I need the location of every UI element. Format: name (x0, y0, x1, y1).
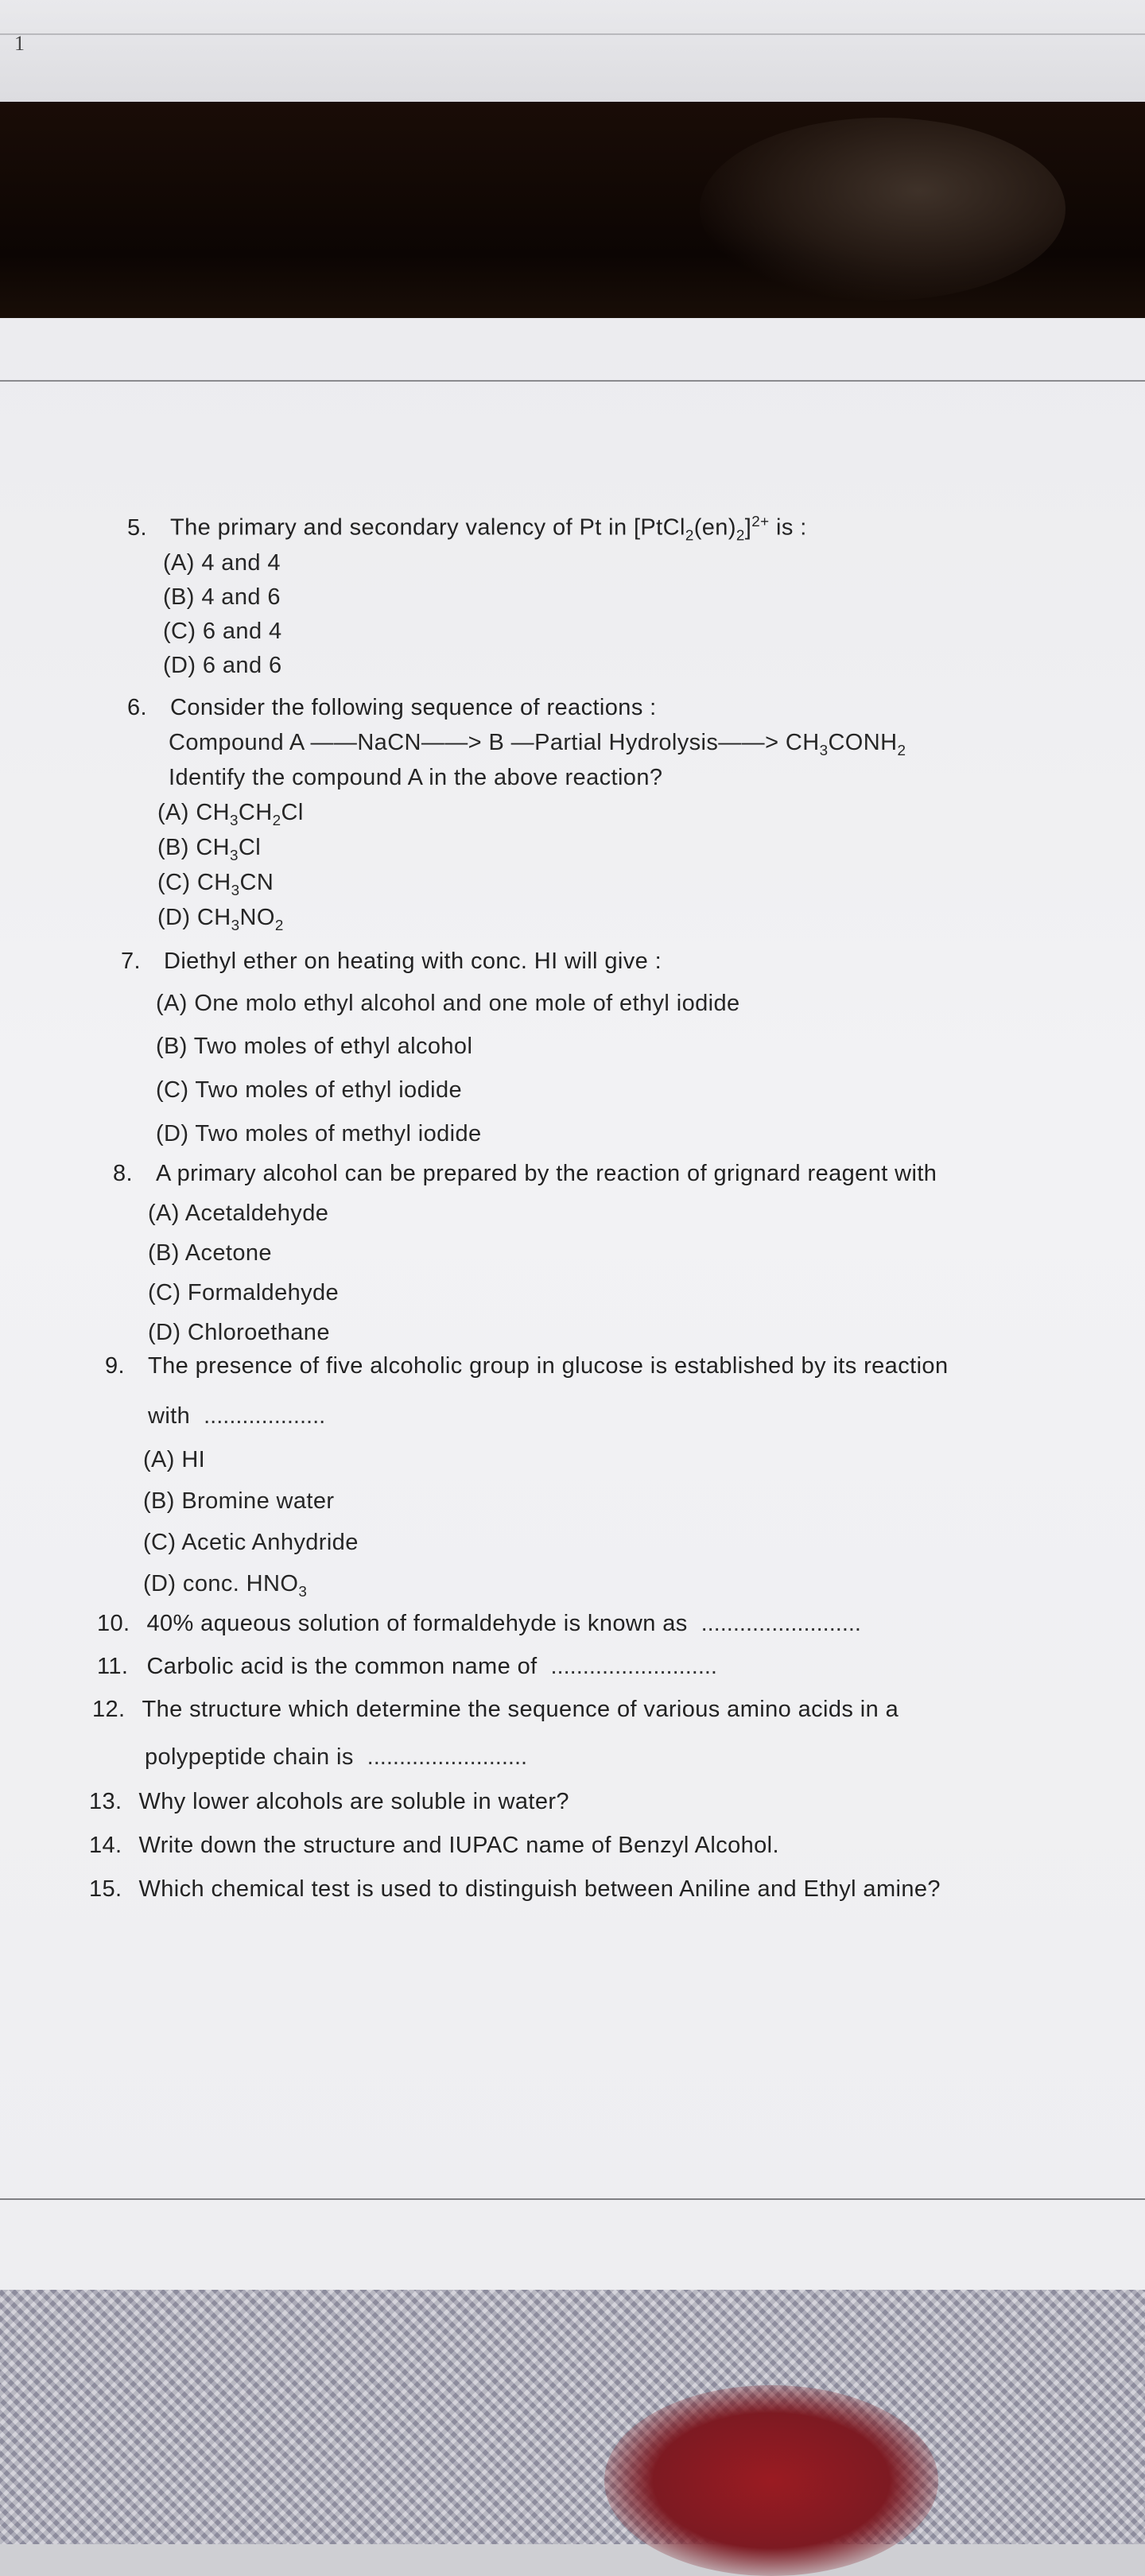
question-9: 9. The presence of five alcoholic group in glucose is established by its reaction (105, 1353, 949, 1379)
cloth-fold (700, 118, 1065, 301)
question-6: 6. Consider the following sequence of reactions : (127, 695, 657, 720)
q9-option-a: (A) HI (143, 1447, 206, 1472)
q7-option-b: (B) Two moles of ethyl alcohol (156, 1034, 473, 1059)
red-fabric-patch (604, 2385, 938, 2576)
dark-background-band (0, 102, 1145, 320)
q7-option-c: (C) Two moles of ethyl iodide (156, 1077, 463, 1103)
question-10: 10. 40% aqueous solution of formaldehyde is known as ......................... (97, 1611, 861, 1636)
question-list (0, 318, 1145, 2226)
q5-option-c: (C) 6 and 4 (163, 619, 282, 644)
q9-option-c: (C) Acetic Anhydride (143, 1530, 359, 1555)
previous-sheet-edge (0, 0, 1145, 103)
q6-option-b: (B) $CH_3Cl$ (157, 835, 262, 863)
sheet-mark: 1 (14, 32, 25, 55)
question-12: 12. The structure which determine the sequence of various amino acids in a (92, 1697, 899, 1722)
fabric-background (0, 2290, 1145, 2544)
q5-option-d: (D) 6 and 6 (163, 653, 282, 678)
exam-paper-page (0, 318, 1145, 2290)
q8-option-c: (C) Formaldehyde (148, 1280, 340, 1305)
q9-option-b: (B) Bromine water (143, 1488, 335, 1514)
question-11: 11. Carbolic acid is the common name of .......................... (97, 1654, 717, 1679)
q7-option-a: (A) One molo ethyl alcohol and one mole of ethyl iodide (156, 991, 740, 1016)
q9-option-d: (D) conc. $HNO_3$ (143, 1571, 308, 1600)
question-5: 5. The primary and secondary valency of Pt in $[PtCl_2(en)_2]^{2+}$ is : (127, 513, 807, 544)
q6-prompt: Identify the compound A in the above reaction? (169, 765, 663, 790)
question-7: 7. Diethyl ether on heating with conc. HI will give : (121, 949, 662, 974)
question-14: 14. Write down the structure and IUPAC name of Benzyl Alcohol. (89, 1833, 779, 1858)
question-13: 13. Why lower alcohols are soluble in water? (89, 1789, 569, 1814)
q6-option-d: (D) $CH_3NO_2$ (157, 905, 284, 933)
bottom-border-line (0, 2198, 1145, 2200)
sheet-rule (0, 33, 1145, 35)
q8-option-b: (B) Acetone (148, 1240, 272, 1266)
q6-option-c: (C) $CH_3CN$ (157, 870, 274, 898)
q9-continuation: with ................... (148, 1403, 326, 1429)
q6-reaction: Compound A ——NaCN——> B —Partial Hydrolysis——> $CH_3CONH_2$ (169, 730, 906, 758)
q8-option-a: (A) Acetaldehyde (148, 1201, 329, 1226)
q5-option-b: (B) 4 and 6 (163, 584, 281, 610)
q12-continuation: polypeptide chain is ......................... (145, 1744, 528, 1770)
q8-option-d: (D) Chloroethane (148, 1320, 330, 1345)
q5-option-a: (A) 4 and 4 (163, 550, 281, 576)
question-8: 8. A primary alcohol can be prepared by the reaction of grignard reagent with (113, 1161, 937, 1186)
q7-option-d: (D) Two moles of methyl iodide (156, 1121, 482, 1146)
question-15: 15. Which chemical test is used to distinguish between Aniline and Ethyl amine? (89, 1876, 941, 1902)
q6-option-a: (A) $CH_3CH_2Cl$ (157, 800, 304, 828)
